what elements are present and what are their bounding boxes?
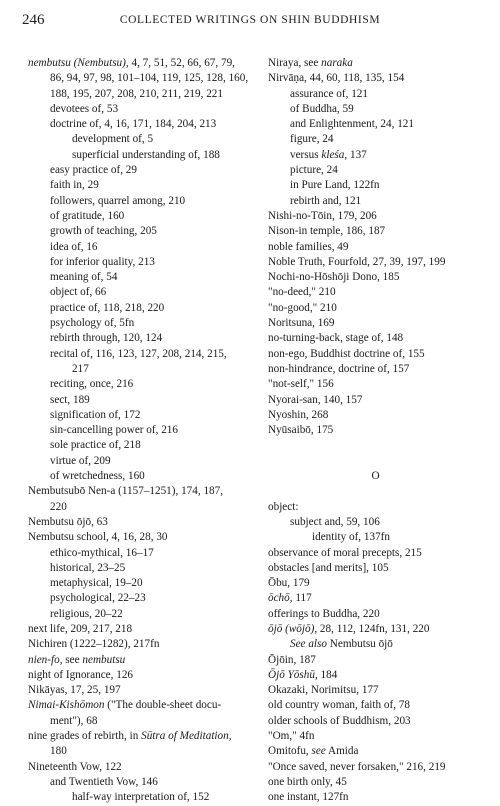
index-subentry xyxy=(28,347,260,362)
entry-text: nembutsu (Nembutsu) xyxy=(28,57,126,69)
entry-text: rebirth through, 120, 124 xyxy=(50,332,163,345)
index-subentry xyxy=(28,71,260,86)
index-entry xyxy=(28,56,260,71)
index-subentry xyxy=(28,316,260,331)
entry-text: ōjō (wōjō) xyxy=(268,622,315,635)
entry-text: Nirvāṇa, 44, 60, 118, 135, 154 xyxy=(268,72,405,85)
index-subentry xyxy=(28,576,260,591)
entry-text: Okazaki, Norimitsu, 177 xyxy=(268,684,379,697)
entry-text: one instant, 127fn xyxy=(268,791,349,804)
index-entry xyxy=(268,347,483,362)
entry-text: obstacles [and merits], 105 xyxy=(268,561,389,574)
entry-text: followers, quarrel among, 210 xyxy=(50,194,186,207)
entry-text: see xyxy=(311,745,326,758)
entry-text: object of, 66 xyxy=(50,286,107,299)
index-subentry xyxy=(28,331,260,346)
entry-text: "not-self," 156 xyxy=(268,378,334,391)
entry-text: non-hindrance, doctrine of, 157 xyxy=(268,362,410,375)
index-entry xyxy=(28,653,260,668)
index-entry xyxy=(28,729,260,744)
entry-text: historical, 23–25 xyxy=(50,561,126,574)
index-subentry xyxy=(268,132,483,147)
entry-text: figure, 24 xyxy=(290,133,334,146)
index-subentry xyxy=(28,194,260,209)
index-entry xyxy=(268,56,483,71)
entry-text: older schools of Buddhism, 203 xyxy=(268,714,411,727)
entry-text: , 137 xyxy=(344,148,367,161)
entry-text: Nishi-no-Tōin, 179, 206 xyxy=(268,209,377,222)
entry-text: non-ego, Buddhist doctrine of, 155 xyxy=(268,347,425,360)
index-subentry xyxy=(268,530,483,545)
index-entry xyxy=(268,607,483,622)
index-entry xyxy=(268,683,483,698)
index-entry xyxy=(268,653,483,668)
entry-text: "Om," 4fn xyxy=(268,730,315,743)
index-entry xyxy=(268,393,483,408)
entry-text: Ōbu, 179 xyxy=(268,577,310,590)
index-entry xyxy=(268,790,483,805)
entry-text: old country woman, faith of, 78 xyxy=(268,699,410,712)
entry-text: idea of, 16 xyxy=(50,240,98,253)
index-subentry xyxy=(28,270,260,285)
index-entry xyxy=(28,760,260,775)
entry-text: Nembutsu ōjō xyxy=(326,638,393,651)
index-entry xyxy=(268,285,483,300)
index-entry xyxy=(268,576,483,591)
index-entry xyxy=(268,622,483,637)
entry-text: Noble Truth, Fourfold, 27, 39, 197, 199 xyxy=(268,255,446,268)
entry-text: , 184 xyxy=(314,668,338,681)
entry-text: Ōjōin, 187 xyxy=(268,653,316,666)
index-subentry xyxy=(268,163,483,178)
entry-text: , 28, 112, 124fn, 131, 220 xyxy=(314,622,430,635)
index-subentry xyxy=(28,178,260,193)
entry-text: Noritsuna, 169 xyxy=(268,317,335,330)
index-subentry xyxy=(268,637,483,652)
index-entry xyxy=(268,500,483,515)
index-entry xyxy=(268,224,483,239)
entry-text: Nineteenth Vow, 122 xyxy=(28,760,122,773)
entry-text: practice of, 118, 218, 220 xyxy=(50,301,165,314)
index-entry xyxy=(28,668,260,683)
entry-text: Nimai-Kishōmon xyxy=(28,699,105,712)
index-entry xyxy=(268,377,483,392)
entry-text: noble families, 49 xyxy=(268,240,349,253)
entry-text: observance of moral precepts, 215 xyxy=(268,546,422,559)
index-entry xyxy=(268,591,483,606)
index-entry xyxy=(268,744,483,759)
index-subentry xyxy=(28,744,260,759)
entry-text: Niraya, see xyxy=(268,57,322,69)
index-entry xyxy=(28,683,260,698)
entry-text: , 117 xyxy=(289,592,312,605)
page-number: 246 xyxy=(22,12,45,28)
index-entry xyxy=(268,362,483,377)
entry-text: Nichiren (1222–1282), 217fn xyxy=(28,638,160,651)
index-subentry xyxy=(28,790,260,805)
index-entry xyxy=(28,484,260,499)
entry-text: Nembutsu school, 4, 16, 28, 30 xyxy=(28,531,168,544)
entry-text: nien-fo xyxy=(28,653,60,666)
entry-text: and Enlightenment, 24, 121 xyxy=(290,118,414,131)
index-subentry xyxy=(28,454,260,469)
entry-text: Nyoshin, 268 xyxy=(268,408,329,421)
entry-text: 180 xyxy=(50,745,67,758)
index-entry xyxy=(268,760,483,775)
entry-text: and Twentieth Vow, 146 xyxy=(50,775,158,788)
entry-text: next life, 209, 217, 218 xyxy=(28,622,133,635)
entry-text: religious, 20–22 xyxy=(50,607,123,620)
spacer xyxy=(268,484,483,499)
index-subentry xyxy=(28,775,260,790)
entry-text: sect, 189 xyxy=(50,393,90,406)
index-subentry xyxy=(28,408,260,423)
entry-text: ("The double-sheet docu- xyxy=(104,699,222,712)
entry-text: one birth only, 45 xyxy=(268,775,347,788)
index-subentry xyxy=(28,87,260,102)
entry-text: night of Ignorance, 126 xyxy=(28,668,134,681)
entry-text: Omitofu, xyxy=(268,745,312,758)
entry-text: "no-deed," 210 xyxy=(268,286,336,299)
entry-text: half-way interpretation of, 152 xyxy=(72,791,210,804)
entry-text: Nochi-no-Hōshōji Dono, 185 xyxy=(268,271,400,284)
entry-text: development of, 5 xyxy=(72,133,154,146)
entry-text: naraka xyxy=(321,57,353,69)
entry-text: 217 xyxy=(72,362,89,375)
index-subentry xyxy=(268,117,483,132)
index-subentry xyxy=(28,377,260,392)
index-entry xyxy=(268,714,483,729)
entry-text: object: xyxy=(268,500,299,513)
entry-text: 188, 195, 207, 208, 210, 211, 219, 221 xyxy=(50,87,223,100)
index-subentry xyxy=(28,714,260,729)
entry-text: ethico-mythical, 16–17 xyxy=(50,546,154,559)
entry-text: versus xyxy=(290,148,322,161)
section-letter-heading xyxy=(268,469,483,484)
index-subentry xyxy=(28,285,260,300)
index-subentry xyxy=(28,132,260,147)
entry-text: picture, 24 xyxy=(290,164,338,177)
index-entry xyxy=(268,775,483,790)
index-subentry xyxy=(28,148,260,163)
entry-text: Sūtra of Meditation, xyxy=(141,730,232,743)
entry-text: metaphysical, 19–20 xyxy=(50,577,143,590)
index-entry xyxy=(268,255,483,270)
entry-text: kleśa xyxy=(321,148,345,161)
index-entry xyxy=(268,209,483,224)
index-entry xyxy=(268,331,483,346)
entry-text: ment"), 68 xyxy=(50,714,98,727)
index-subentry xyxy=(28,301,260,316)
entry-text: recital of, 116, 123, 127, 208, 214, 215, xyxy=(50,347,227,360)
index-entry xyxy=(28,698,260,713)
entry-text: growth of teaching, 205 xyxy=(50,225,157,238)
index-subentry xyxy=(28,163,260,178)
index-subentry xyxy=(268,178,483,193)
index-subentry xyxy=(28,209,260,224)
entry-text: Nikāyas, 17, 25, 197 xyxy=(28,684,121,697)
index-entry xyxy=(268,729,483,744)
entry-text: Nyorai-san, 140, 157 xyxy=(268,393,363,406)
entry-text: offerings to Buddha, 220 xyxy=(268,607,380,620)
entry-text: psychological, 22–23 xyxy=(50,592,146,605)
page-header xyxy=(22,12,478,34)
index-subentry xyxy=(268,102,483,117)
index-subentry xyxy=(28,500,260,515)
entry-text: in Pure Land, 122fn xyxy=(290,179,380,192)
index-entry xyxy=(268,316,483,331)
index-subentry xyxy=(268,87,483,102)
entry-text: "Once saved, never forsaken," 216, 219 xyxy=(268,760,446,773)
index-column-right xyxy=(268,56,483,806)
index-subentry xyxy=(28,362,260,377)
entry-text: no-turning-back, stage of, 148 xyxy=(268,332,404,345)
index-subentry xyxy=(28,438,260,453)
entry-text: ōchō xyxy=(268,592,290,605)
index-subentry xyxy=(28,240,260,255)
entry-text: , see xyxy=(59,653,83,666)
entry-text: of Buddha, 59 xyxy=(290,102,354,115)
index-entry xyxy=(268,408,483,423)
index-subentry xyxy=(28,393,260,408)
index-entry xyxy=(268,546,483,561)
entry-text: subject and, 59, 106 xyxy=(290,515,380,528)
entry-text: See also xyxy=(290,638,327,651)
entry-text: reciting, once, 216 xyxy=(50,378,134,391)
entry-text: sin-cancelling power of, 216 xyxy=(50,424,178,437)
index-entry xyxy=(268,270,483,285)
index-subentry xyxy=(28,423,260,438)
index-subentry xyxy=(268,515,483,530)
entry-text: Ōjō Yōshū xyxy=(268,668,315,681)
index-entry xyxy=(268,71,483,86)
entry-text: signification of, 172 xyxy=(50,408,141,421)
index-entry xyxy=(268,668,483,683)
index-subentry xyxy=(28,546,260,561)
entry-text: of wretchedness, 160 xyxy=(50,470,145,483)
entry-text: identity of, 137fn xyxy=(312,531,390,544)
entry-text: O xyxy=(371,470,380,483)
entry-text: Nyūsaibō, 175 xyxy=(268,424,334,437)
index-subentry xyxy=(28,561,260,576)
entry-text: nine grades of rebirth, in xyxy=(28,730,142,743)
entry-text: meaning of, 54 xyxy=(50,271,118,284)
index-entry xyxy=(28,637,260,652)
index-subentry xyxy=(28,591,260,606)
entry-text: of gratitude, 160 xyxy=(50,209,125,222)
entry-text: devotees of, 53 xyxy=(50,102,119,115)
entry-text: 86, 94, 97, 98, 101–104, 119, 125, 128, 160, xyxy=(50,72,249,85)
running-title: COLLECTED WRITINGS ON SHIN BUDDHISM xyxy=(119,14,381,26)
entry-text: rebirth and, 121 xyxy=(290,194,362,207)
entry-text: Nembutsubō Nen-a (1157–1251), 174, 187, xyxy=(28,485,224,498)
entry-text: assurance of, 121 xyxy=(290,87,368,100)
entry-text: doctrine of, 4, 16, 171, 184, 204, 213 xyxy=(50,118,217,131)
entry-text: "no-good," 210 xyxy=(268,301,337,314)
entry-text: , 4, 7, 51, 52, 66, 67, 79, xyxy=(125,57,235,69)
index-entry xyxy=(268,240,483,255)
index-entry xyxy=(268,561,483,576)
index-subentry xyxy=(28,255,260,270)
index-subentry xyxy=(268,194,483,209)
entry-text: Nison-in temple, 186, 187 xyxy=(268,225,386,238)
index-entry xyxy=(28,530,260,545)
index-entry xyxy=(268,698,483,713)
entry-text: superficial understanding of, 188 xyxy=(72,148,220,161)
index-subentry xyxy=(28,469,260,484)
entry-text: faith in, 29 xyxy=(50,179,99,192)
entry-text: nembutsu xyxy=(82,653,126,666)
entry-text: Amida xyxy=(325,745,359,758)
index-entry xyxy=(268,301,483,316)
index-entry xyxy=(268,423,483,438)
spacer xyxy=(268,454,483,469)
spacer xyxy=(268,438,483,453)
index-subentry xyxy=(28,117,260,132)
entry-text: Nembutsu ōjō, 63 xyxy=(28,515,108,528)
index-column-left xyxy=(28,56,260,806)
entry-text: easy practice of, 29 xyxy=(50,164,137,177)
entry-text: psychology of, 5fn xyxy=(50,317,135,330)
entry-text: sole practice of, 218 xyxy=(50,439,141,452)
index-subentry xyxy=(28,607,260,622)
index-subentry xyxy=(28,224,260,239)
index-subentry xyxy=(268,148,483,163)
entry-text: for inferior quality, 213 xyxy=(50,255,155,268)
index-subentry xyxy=(28,102,260,117)
entry-text: virtue of, 209 xyxy=(50,454,111,467)
entry-text: 220 xyxy=(50,500,67,513)
index-entry xyxy=(28,622,260,637)
index-entry xyxy=(28,515,260,530)
